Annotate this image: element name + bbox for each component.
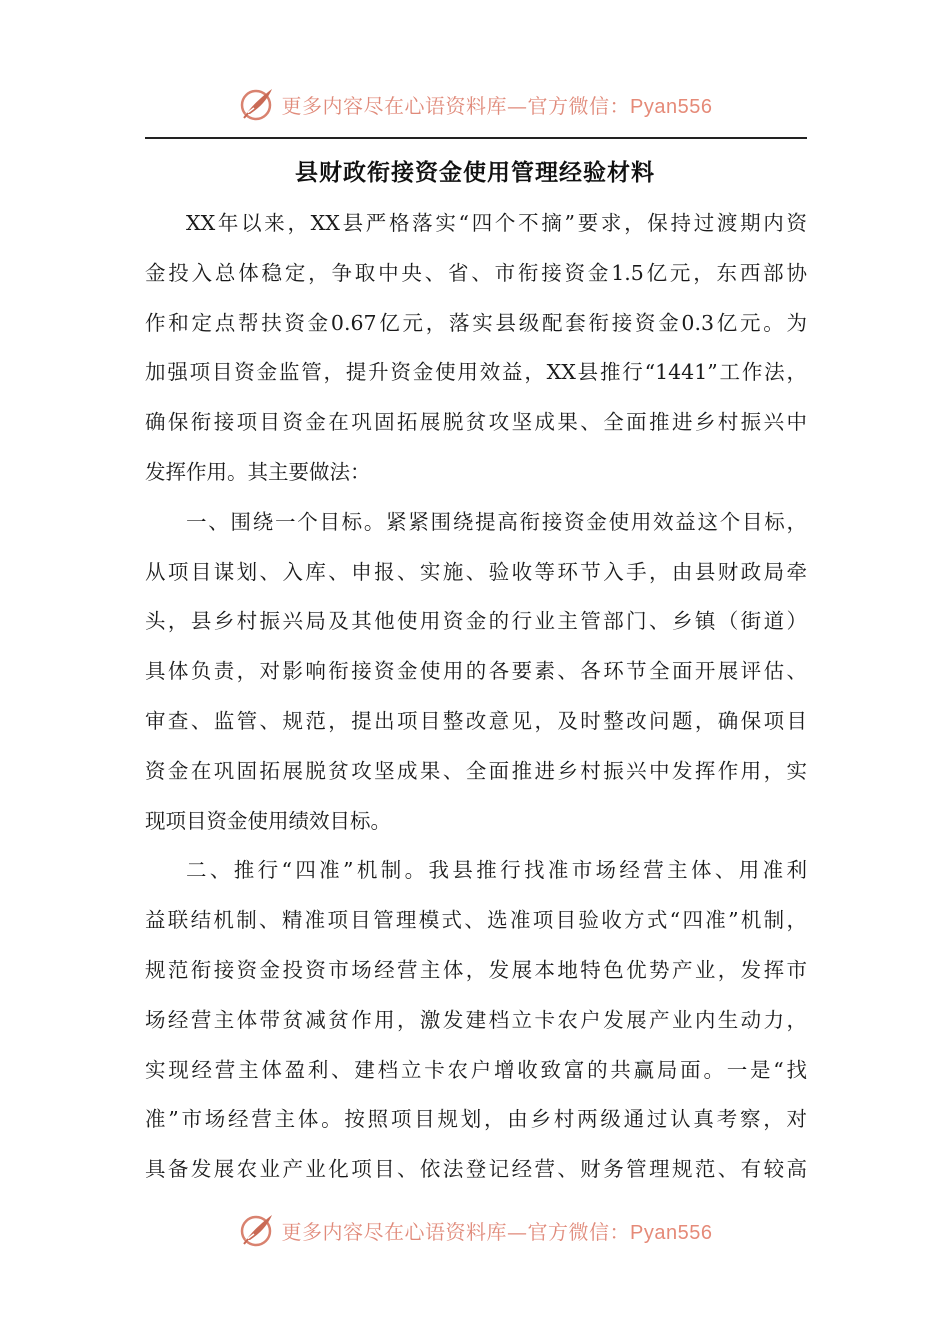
- banner-text: 更多内容尽在心语资料库—官方微信：Pyan556: [281, 93, 713, 118]
- body-line: 现项目资金使用绩效目标。: [145, 808, 391, 833]
- header-banner: [0, 82, 950, 126]
- body-line: 一、围绕一个目标。紧紧围绕提高衔接资金使用效益这个目标，: [186, 509, 807, 534]
- body-line: 益联结机制、精准项目管理模式、选准项目验收方式“四准”机制，: [145, 908, 807, 933]
- body-line: 规范衔接资金投资市场经营主体，发展本地特色优势产业，发挥市: [145, 957, 807, 982]
- body-line: 审查、监管、规范，提出项目整改意见，及时整改问题，确保项目: [145, 708, 807, 733]
- body-line: 二、推行“四准”机制。我县推行找准市场经营主体、用准利: [186, 858, 807, 883]
- body-line: 场经营主体带贫减贫作用，激发建档立卡农户发展产业内生动力，: [145, 1007, 807, 1032]
- quill-logo-icon: [238, 84, 278, 124]
- body-line: 发挥作用。其主要做法：: [145, 459, 371, 484]
- body-line: 准”市场经营主体。按照项目规划，由乡村两级通过认真考察，对: [145, 1107, 807, 1132]
- body-line: XX年以来，XX县严格落实“四个不摘”要求，保持过渡期内资: [186, 211, 807, 235]
- body-line: 具备发展农业产业化项目、依法登记经营、财务管理规范、有较高: [145, 1157, 807, 1182]
- body-line: 作和定点帮扶资金0.67亿元，落实县级配套衔接资金0.3亿元。为: [145, 310, 807, 335]
- document-title: 县财政衔接资金使用管理经验材料: [295, 160, 655, 186]
- body-line: 金投入总体稳定，争取中央、省、市衔接资金1.5亿元，东西部协: [145, 260, 807, 285]
- footer-banner: [0, 1208, 950, 1252]
- body-line: 具体负责，对影响衔接资金使用的各要素、各环节全面开展评估、: [145, 659, 807, 684]
- banner-text: 更多内容尽在心语资料库—官方微信：Pyan556: [281, 1219, 713, 1244]
- body-line: 从项目谋划、入库、申报、实施、验收等环节入手，由县财政局牵: [145, 559, 807, 584]
- body-line: 资金在巩固拓展脱贫攻坚成果、全面推进乡村振兴中发挥作用，实: [145, 758, 807, 783]
- wechat-id: Pyan556: [630, 1221, 713, 1244]
- body-line: 确保衔接项目资金在巩固拓展脱贫攻坚成果、全面推进乡村振兴中: [145, 410, 807, 435]
- quill-logo-icon: [238, 1210, 278, 1250]
- body-line: 加强项目资金监管，提升资金使用效益，XX县推行“1441”工作法，: [145, 360, 807, 385]
- header-divider: [145, 137, 807, 139]
- body-line: 头，县乡村振兴局及其他使用资金的行业主管部门、乡镇（街道）: [145, 609, 807, 634]
- document-body: [145, 199, 807, 1195]
- wechat-id: Pyan556: [630, 95, 713, 118]
- body-line: 实现经营主体盈利、建档立卡农户增收致富的共赢局面。一是“找: [145, 1057, 807, 1082]
